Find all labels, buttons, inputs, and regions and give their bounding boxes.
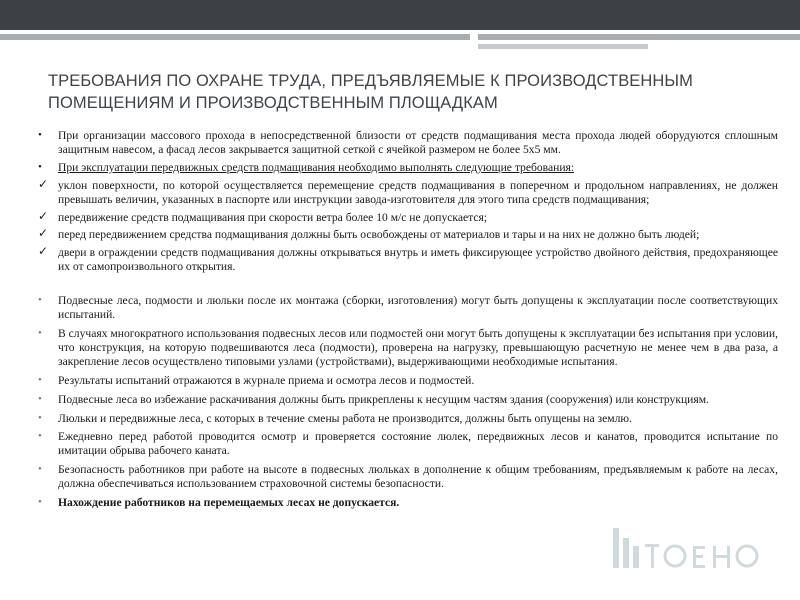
checkmark-icon: ✓: [38, 226, 49, 241]
bullet-icon: •: [38, 294, 42, 307]
bullet-icon: •: [38, 373, 42, 386]
list-item-text: уклон поверхности, по которой осуществляется перемещение средств подмащивания в поперечном и продольном направлениях, не должен превышать величин, указанных в паспорте или инструкции завода-изготовителя для этого типа средств подмащивания;: [58, 178, 778, 206]
list-item-text: Нахождение работников на перемещаемых лесах не допускается.: [58, 496, 400, 510]
list-item: [38, 430, 778, 458]
list-item: [38, 412, 778, 426]
bullet-icon: •: [38, 129, 42, 141]
checkmark-icon: ✓: [38, 244, 49, 259]
list-item: [38, 294, 778, 322]
top-stripe-left: [0, 34, 470, 40]
list-item-text: двери в ограждении средств подмащивания должны открываться внутрь и иметь фиксирующее устройство двойного действия, предохраняющее их от самопроизвольного открытия.: [58, 246, 778, 274]
list-item-text: Люльки и передвижные леса, с которых в течение смены работа не производится, должны быть опущены на землю.: [58, 411, 632, 425]
list-item: [38, 176, 778, 207]
bullet-icon: •: [38, 392, 42, 405]
page-title: ТРЕБОВАНИЯ ПО ОХРАНЕ ТРУДА, ПРЕДЪЯВЛЯЕМЫЕ К ПРОИЗВОДСТВЕННЫМ ПОМЕЩЕНИЯМ И ПРОИЗВОДСТВЕННЫМ ПЛОЩАДКАМ: [48, 72, 693, 112]
list-item: [38, 228, 778, 242]
list-item: [38, 496, 778, 510]
list-item-text: Подвесные леса, подмости и люльки после их монтажа (сборки, изготовления) могут быть допущены к эксплуатации после соответствующих испытаний.: [58, 294, 778, 322]
bullet-icon: •: [38, 463, 42, 476]
bullet-icon: •: [38, 326, 42, 339]
list-item: [38, 161, 778, 175]
checkmark-icon: ✓: [38, 208, 49, 223]
list-item-text: При организации массового прохода в непосредственной близости от средств подмащивания места прохода людей оборудуются сплошным защитным навесом, а фасад лесов закрывается защитной сеткой с ячейкой размером не более 5х5 мм.: [58, 129, 778, 156]
bullet-icon: •: [38, 496, 42, 509]
list-item-text: Ежедневно перед работой проводится осмотр и проверяется состояние люлек, передвижных лесов и канатов, проводится испытание по имитации обрыва рабочего каната.: [58, 430, 778, 458]
list-item: [38, 246, 778, 274]
top-decorative-band: [0, 0, 800, 30]
checkmark-icon: ✓: [38, 176, 49, 191]
list-item: [38, 327, 778, 369]
top-stripe-accent: [478, 44, 648, 49]
list-item: [38, 129, 778, 157]
bullet-icon: •: [38, 411, 42, 424]
list-item: [38, 463, 778, 491]
list-item: [38, 393, 778, 407]
bullet-icon: •: [38, 430, 42, 443]
list-item-text: Результаты испытаний отражаются в журнале приема и осмотра лесов и подмостей.: [58, 373, 475, 387]
list-item-text: передвижение средств подмащивания при скорости ветра более 10 м/с не допускается;: [58, 210, 488, 224]
list-item: [38, 374, 778, 388]
top-stripe-right: [478, 34, 800, 40]
list-item: [38, 208, 778, 225]
list-item-text: В случаях многократного использования подвесных лесов или подмостей они могут быть допущены к эксплуатации без испытания при условии, что конструкция, на которую подвешиваются леса (подмости), проверена на нагрузку, превышающую расчетную не менее чем в два раза, а закрепление лесов осуществлено типовыми узлами (устройствами), выдерживающими необходимые испытания.: [58, 326, 778, 368]
watermark-logo-icon: [593, 520, 783, 580]
list-item-text: перед передвижением средства подмащивания должны быть освобождены от материалов и тары и на них не должно быть людей;: [58, 228, 700, 242]
list-item-text: Безопасность работников при работе на высоте в подвесных люльках в дополнение к общим требованиям, предъявляемым к работе на лесах, должна обеспечиваться использованием страховочной системы безопасности.: [58, 463, 778, 491]
bullet-icon: •: [38, 160, 42, 173]
list-item-text: При эксплуатации передвижных средств подмащивания необходимо выполнять следующие требования:: [58, 160, 575, 174]
requirements-list: [38, 129, 778, 510]
list-item-text: Подвесные леса во избежание раскачивания должны быть прикреплены к несущим частям здания (сооружения) или конструкциям.: [58, 392, 709, 406]
